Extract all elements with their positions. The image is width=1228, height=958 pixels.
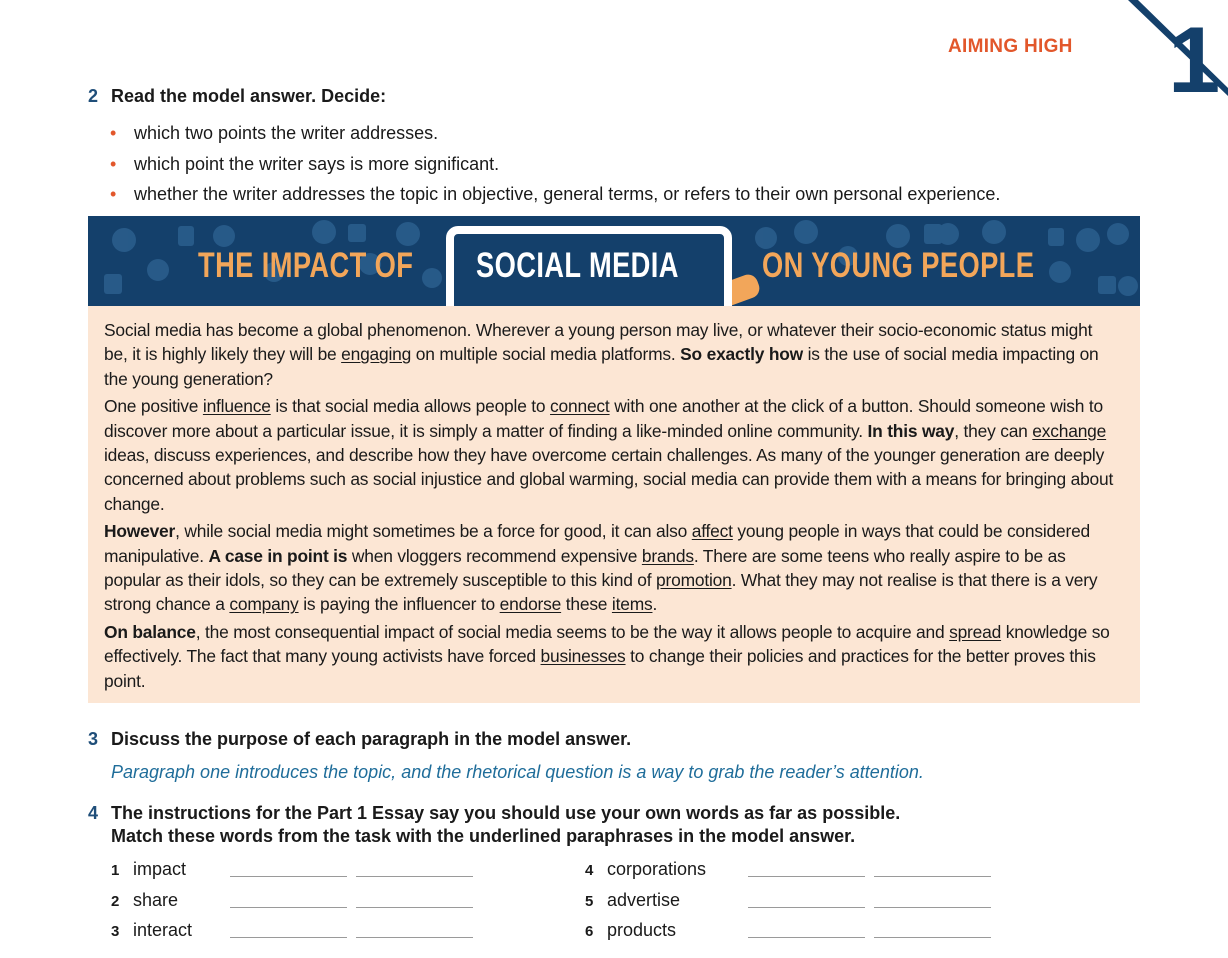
exercise-3-instruction: Discuss the purpose of each paragraph in the model answer. bbox=[111, 729, 632, 749]
linking-phrase: So exactly how bbox=[680, 344, 803, 365]
underlined-paraphrase: influence bbox=[202, 396, 271, 417]
underlined-paraphrase: businesses bbox=[540, 646, 626, 667]
bullet-item: • which two points the writer addresses. bbox=[110, 118, 1000, 149]
linking-phrase: In this way bbox=[867, 420, 955, 441]
paragraph-4: On balance, the most consequential impact of social media seems to be the way it allows people to acquire and spread knowledge so effectively. The fact that many young activists have forced businesses to change their policies and practices for the better proves this point. bbox=[104, 621, 1110, 691]
answer-blank[interactable] bbox=[230, 907, 347, 908]
banner-title-center: SOCIAL MEDIA bbox=[476, 246, 679, 285]
paragraph-2: One positive influence is that social media allows people to connect with one another at the click of a button. Should someone wish to discover more about a particular issue, it is simply a matter of finding a like-minded online community. In this way, they can exchange ideas, discuss experiences, and describe how they have overcome certain challenges. As many of the younger generation are deeply concerned about problems such as social injustice and global warming, social media can provide them with a means for bringing about change. bbox=[104, 396, 1114, 514]
exercise-4-instruction-2: Match these words from the task with the underlined paraphrases in the model answer. bbox=[111, 826, 856, 846]
answer-blank[interactable] bbox=[748, 907, 865, 908]
exercise-2-bullets bbox=[110, 118, 1000, 210]
paragraph-3: However, while social media might sometimes be a force for good, it can also affect young people in ways that could be considered manipulative. A case in point is when vloggers recommend expensive brands. There are some teens who really aspire to be as popular as their idols, so they can be extremely susceptible to this kind of promotion. What they may not realise is that there is a very strong chance a company is paying the influencer to endorse these items. bbox=[104, 521, 1098, 615]
answer-blank[interactable] bbox=[748, 937, 865, 938]
exercise-3-example: Paragraph one introduces the topic, and the rhetorical question is a way to grab the reader’s attention. bbox=[111, 762, 924, 782]
answer-blank[interactable] bbox=[874, 876, 991, 877]
underlined-paraphrase: endorse bbox=[499, 594, 562, 615]
bullet-item: • which point the writer says is more significant. bbox=[110, 149, 1000, 180]
exercise-4-number: 4 bbox=[88, 803, 99, 823]
linking-phrase: A case in point is bbox=[208, 545, 348, 566]
underlined-paraphrase: connect bbox=[550, 396, 610, 417]
model-answer bbox=[88, 306, 1140, 703]
underlined-paraphrase: engaging bbox=[341, 344, 412, 365]
bullet-dot-icon: • bbox=[110, 153, 117, 174]
running-head: AIMING HIGH bbox=[948, 36, 1073, 57]
banner-title-left: THE IMPACT OF bbox=[198, 246, 414, 285]
linking-phrase: On balance bbox=[104, 621, 196, 642]
answer-blank[interactable] bbox=[356, 907, 473, 908]
exercise-2-instruction: Read the model answer. Decide: bbox=[111, 86, 387, 106]
answer-blank[interactable] bbox=[874, 937, 991, 938]
underlined-paraphrase: affect bbox=[691, 521, 733, 542]
exercise-2-number: 2 bbox=[88, 86, 99, 106]
answer-blank[interactable] bbox=[356, 937, 473, 938]
title-banner bbox=[88, 216, 1140, 306]
answer-blank[interactable] bbox=[230, 937, 347, 938]
linking-phrase: However bbox=[104, 521, 176, 542]
underlined-paraphrase: exchange bbox=[1032, 420, 1107, 441]
answer-blank[interactable] bbox=[356, 876, 473, 877]
bullet-dot-icon: • bbox=[110, 184, 117, 204]
answer-blank[interactable] bbox=[874, 907, 991, 908]
bullet-item: • whether the writer addresses the topic in objective, general terms, or refers to their own personal experience. bbox=[110, 179, 1000, 210]
underlined-paraphrase: spread bbox=[949, 621, 1002, 642]
answer-blank[interactable] bbox=[230, 876, 347, 877]
underlined-paraphrase: brands bbox=[641, 545, 694, 566]
banner-title-right: ON YOUNG PEOPLE bbox=[762, 246, 1035, 285]
unit-tab bbox=[1128, 0, 1228, 96]
exercise-4-instruction-1: The instructions for the Part 1 Essay say you should use your own words as far as possible. bbox=[111, 803, 901, 823]
answer-blank[interactable] bbox=[748, 876, 865, 877]
underlined-paraphrase: company bbox=[229, 594, 299, 615]
underlined-paraphrase: items bbox=[611, 594, 653, 615]
unit-number: 1 bbox=[1168, 7, 1221, 96]
bullet-dot-icon: • bbox=[110, 123, 117, 143]
underlined-paraphrase: promotion bbox=[656, 570, 732, 591]
exercise-3-number: 3 bbox=[88, 729, 99, 749]
paragraph-1: Social media has become a global phenomenon. Wherever a young person may live, or whatever their socio-economic status might be, it is highly likely they will be engaging on multiple social media platforms. So exactly how is the use of social media impacting on the young generation? bbox=[104, 320, 1099, 389]
